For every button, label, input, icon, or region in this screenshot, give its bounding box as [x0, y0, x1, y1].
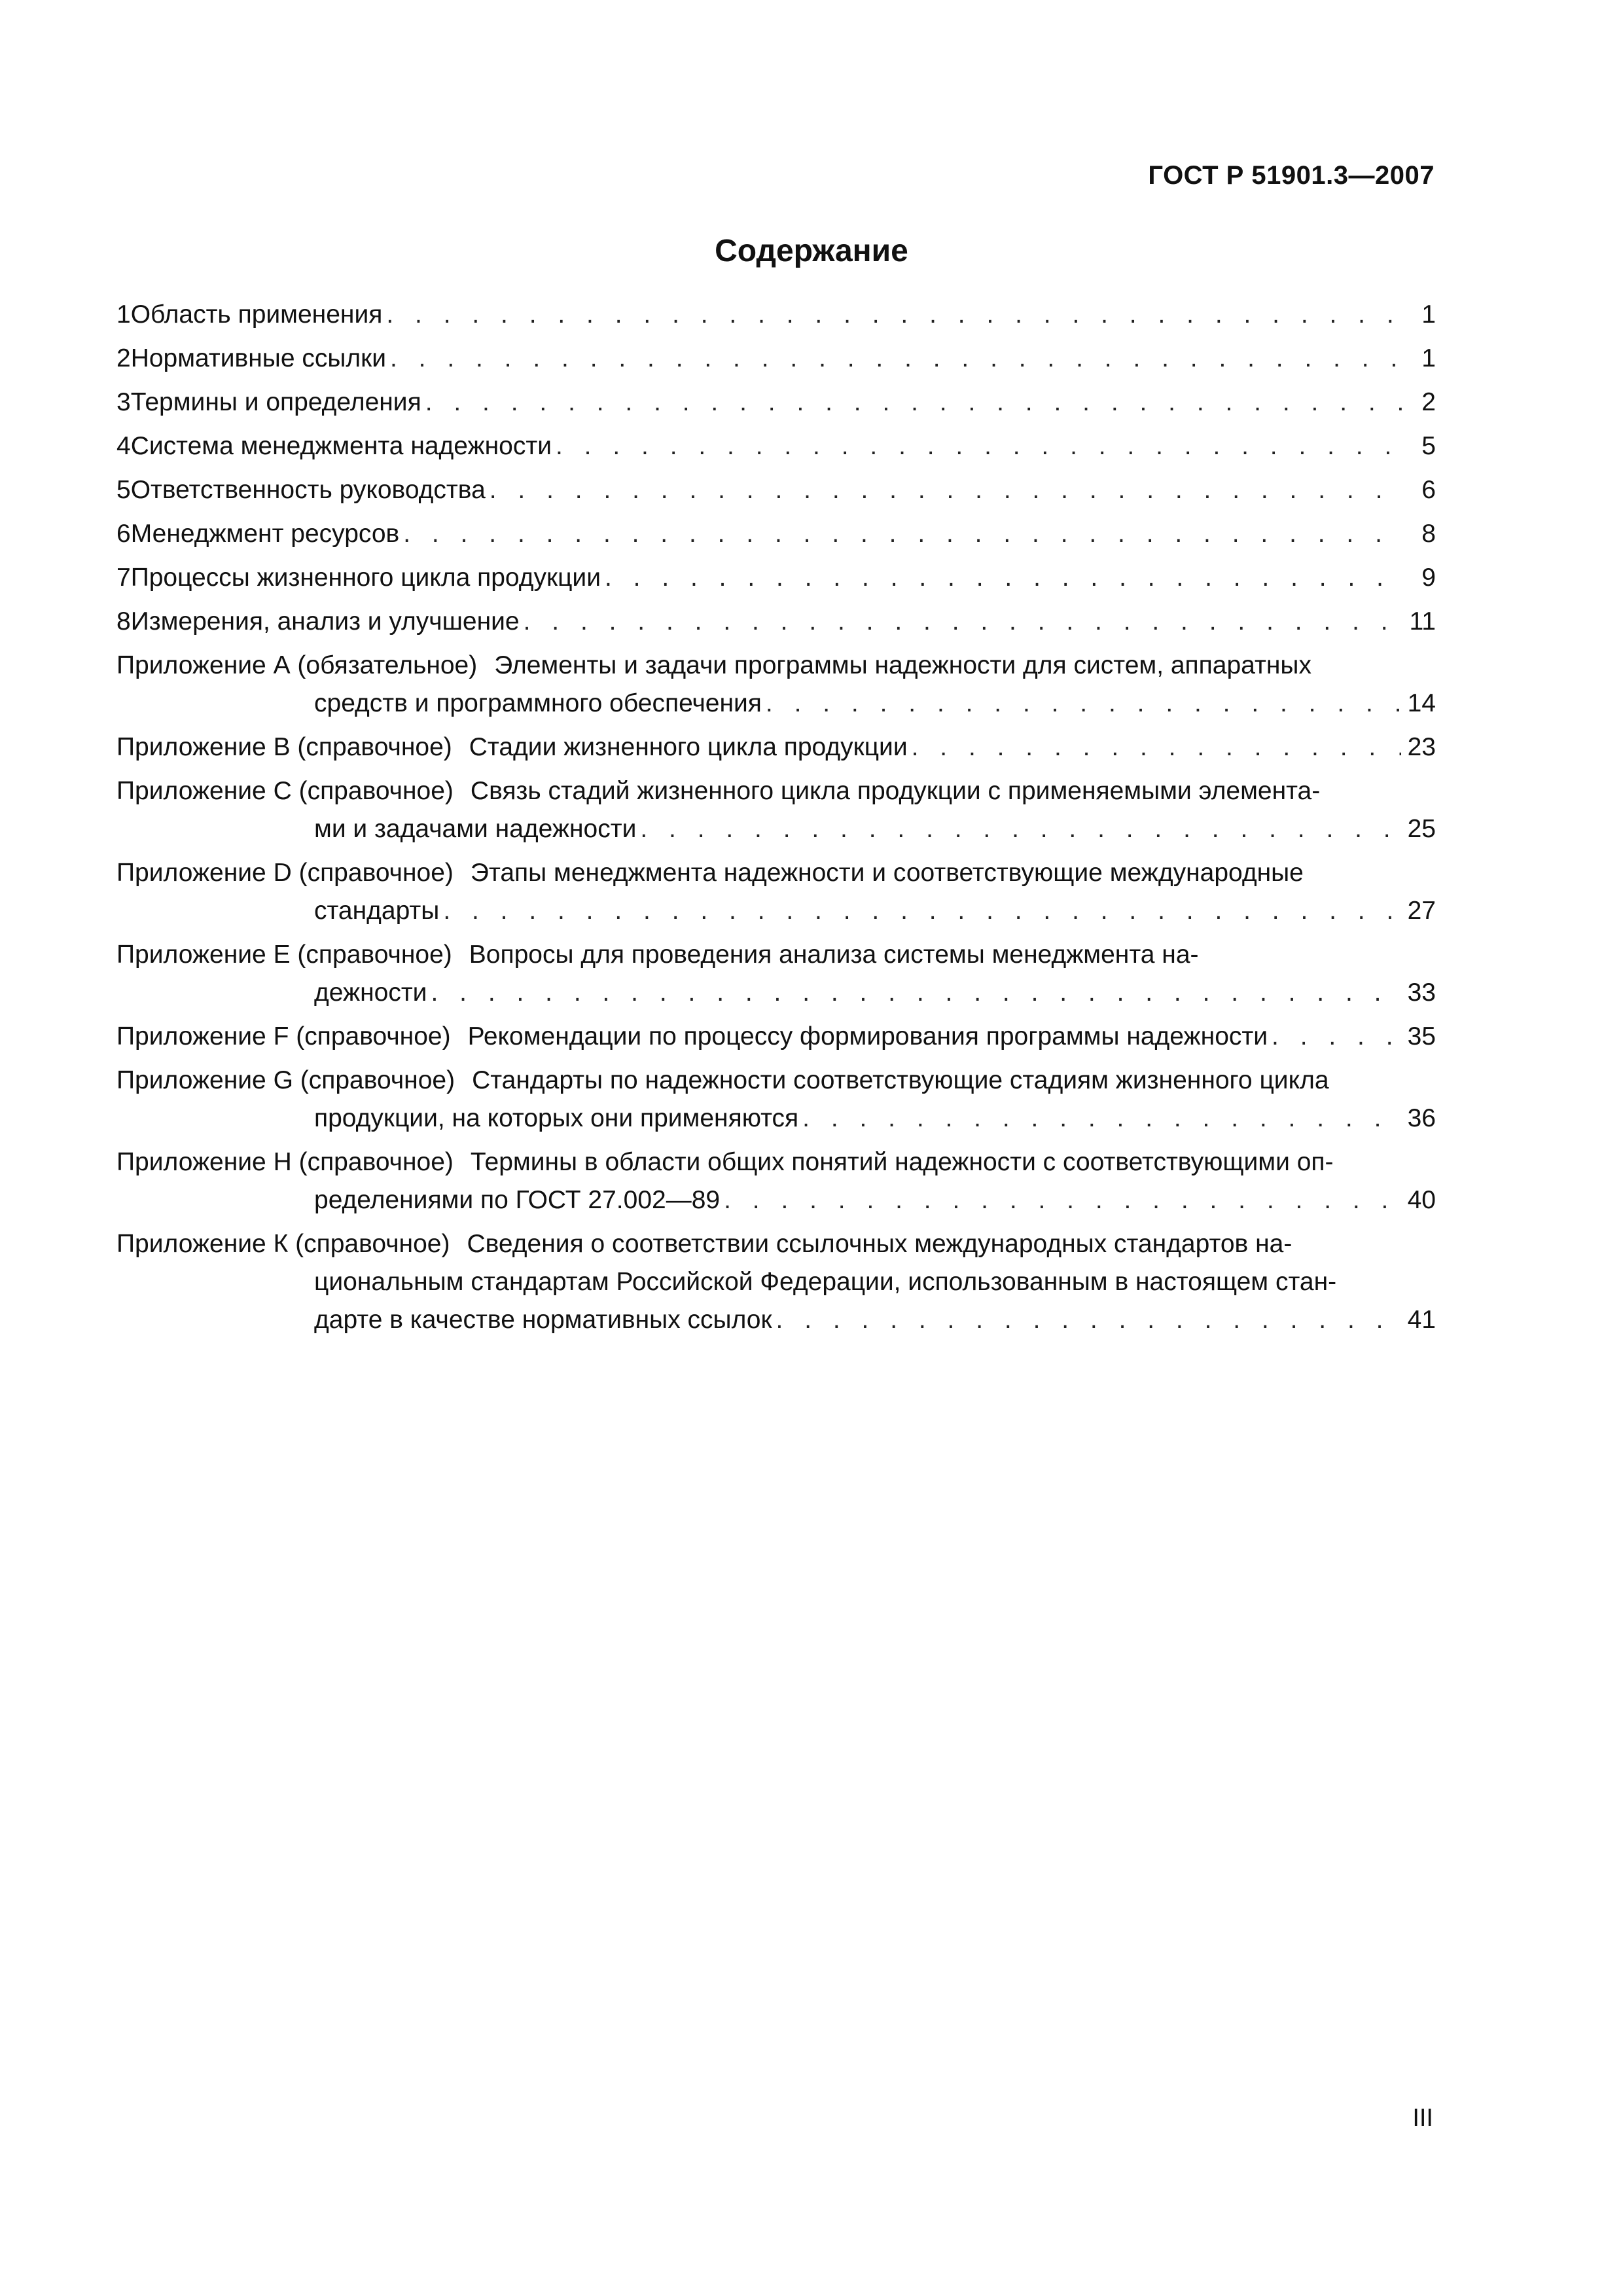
dot-leader: [912, 728, 1401, 766]
toc-annex-prefix: Приложение А (обязательное): [116, 651, 478, 679]
toc-annex-title-line: Элементы и задачи программы надежности для систем, аппаратных: [494, 651, 1311, 679]
toc-page-number: 27: [1407, 897, 1436, 925]
toc-page-number: 14: [1407, 689, 1436, 717]
toc-section-number: 2: [116, 344, 131, 372]
dot-leader: [490, 471, 1403, 509]
toc-annex-prefix: Приложение Н (справочное): [116, 1148, 454, 1176]
toc-section-number: 5: [116, 476, 131, 504]
toc-page-number: 1: [1421, 344, 1436, 372]
toc-section-title: Менеджмент ресурсов: [130, 520, 400, 548]
toc-section-title: Нормативные ссылки: [130, 344, 386, 372]
toc-page-number: 5: [1421, 432, 1436, 460]
toc-annex-title-line: Вопросы для проведения анализа системы менеджмента на-: [469, 941, 1199, 969]
toc-annex-prefix: Приложение Е (справочное): [116, 941, 452, 969]
toc-entry-section-8[interactable]: [116, 603, 1436, 641]
toc-entry-section-5[interactable]: [116, 471, 1436, 509]
toc-entry-annex-e[interactable]: [116, 936, 1436, 1012]
toc-page-number: 35: [1407, 1022, 1436, 1050]
toc-annex-title-line: Рекомендации по процессу формирования программы надежности: [467, 1022, 1268, 1050]
toc-section-title: Область применения: [130, 300, 383, 329]
dot-leader: [556, 427, 1403, 465]
dot-leader: [403, 515, 1403, 553]
toc-annex-title-line: Термины в области общих понятий надежности с соответствующими оп-: [470, 1148, 1334, 1176]
toc-annex-title-line: Стандарты по надежности соответствующие стадиям жизненного цикла: [472, 1066, 1329, 1094]
toc-entry-annex-k[interactable]: [116, 1225, 1436, 1339]
toc-page-number: 25: [1407, 815, 1436, 843]
dot-leader: [443, 892, 1400, 930]
dot-leader: [640, 810, 1400, 848]
toc-section-title: Измерения, анализ и улучшение: [130, 607, 520, 636]
dot-leader: [390, 340, 1403, 378]
toc-entry-annex-b[interactable]: [116, 728, 1436, 766]
toc-entry-annex-d[interactable]: [116, 854, 1436, 930]
toc-annex-title-line: Этапы менеджмента надежности и соответствующие международные: [470, 859, 1304, 887]
table-of-contents: [116, 296, 1436, 1345]
toc-title: Содержание: [715, 234, 908, 268]
toc-page-number: 11: [1409, 607, 1436, 636]
dot-leader: [776, 1301, 1401, 1339]
toc-annex-title-line: циональным стандартам Российской Федерации, использованным в настоящем стан-: [314, 1268, 1337, 1296]
toc-entry-annex-a[interactable]: [116, 647, 1436, 723]
toc-section-title: Термины и определения: [130, 388, 421, 416]
toc-annex-title-line: Связь стадий жизненного цикла продукции с применяемыми элемента-: [470, 777, 1321, 805]
toc-entry-section-3[interactable]: [116, 384, 1436, 422]
toc-entry-section-6[interactable]: [116, 515, 1436, 553]
toc-annex-title-line: стандарты: [314, 897, 440, 925]
toc-annex-prefix: Приложение G (справочное): [116, 1066, 455, 1094]
toc-annex-title-line: продукции, на которых они применяются: [314, 1104, 799, 1132]
toc-annex-title-line: ми и задачами надежности: [314, 815, 637, 843]
toc-section-number: 6: [116, 520, 131, 548]
page-number: III: [1412, 2104, 1433, 2132]
toc-section-title: Система менеджмента надежности: [130, 432, 552, 460]
toc-annex-prefix: Приложение К (справочное): [116, 1230, 450, 1258]
toc-annex-prefix: Приложение D (справочное): [116, 859, 454, 887]
toc-annex-title-line: средств и программного обеспечения: [314, 689, 762, 717]
toc-annex-title-line: Стадии жизненного цикла продукции: [469, 733, 908, 761]
toc-annex-prefix: Приложение F (справочное): [116, 1022, 451, 1050]
toc-annex-prefix: Приложение С (справочное): [116, 777, 454, 805]
dot-leader: [605, 559, 1403, 597]
toc-entry-section-4[interactable]: [116, 427, 1436, 465]
toc-page-number: 41: [1407, 1306, 1436, 1334]
document-code: ГОСТ Р 51901.3—2007: [1148, 161, 1435, 190]
toc-page-number: 2: [1421, 388, 1436, 416]
dot-leader: [766, 685, 1401, 723]
toc-annex-title-line: Сведения о соответствии ссылочных международных стандартов на-: [467, 1230, 1293, 1258]
toc-annex-prefix: Приложение В (справочное): [116, 733, 452, 761]
toc-page-number: 1: [1421, 300, 1436, 329]
toc-page-number: 36: [1407, 1104, 1436, 1132]
toc-page-number: 6: [1421, 476, 1436, 504]
toc-page-number: 23: [1407, 733, 1436, 761]
dot-leader: [802, 1100, 1400, 1138]
toc-section-number: 1: [116, 300, 131, 329]
toc-page-number: 9: [1421, 564, 1436, 592]
toc-section-title: Процессы жизненного цикла продукции: [130, 564, 601, 592]
toc-section-number: 3: [116, 388, 131, 416]
toc-section-number: 8: [116, 607, 131, 636]
dot-leader: [1272, 1018, 1401, 1056]
dot-leader: [724, 1181, 1401, 1219]
toc-section-number: 7: [116, 564, 131, 592]
toc-page-number: 40: [1407, 1186, 1436, 1214]
toc-entry-section-1[interactable]: [116, 296, 1436, 334]
toc-section-title: Ответственность руководства: [130, 476, 486, 504]
toc-entry-annex-f[interactable]: [116, 1018, 1436, 1056]
dot-leader: [431, 974, 1400, 1012]
toc-entry-annex-c[interactable]: [116, 772, 1436, 848]
toc-entry-section-7[interactable]: [116, 559, 1436, 597]
toc-entry-annex-h[interactable]: [116, 1143, 1436, 1219]
toc-annex-title-line: дежности: [314, 978, 427, 1007]
toc-annex-title-line: дарте в качестве нормативных ссылок: [314, 1306, 772, 1334]
toc-entry-section-2[interactable]: [116, 340, 1436, 378]
dot-leader: [524, 603, 1403, 641]
toc-page-number: 8: [1421, 520, 1436, 548]
toc-entry-annex-g[interactable]: [116, 1062, 1436, 1138]
dot-leader: [425, 384, 1403, 422]
toc-page-number: 33: [1407, 978, 1436, 1007]
toc-annex-title-line: ределениями по ГОСТ 27.002—89: [314, 1186, 721, 1214]
dot-leader: [386, 296, 1403, 334]
toc-section-number: 4: [116, 432, 131, 460]
